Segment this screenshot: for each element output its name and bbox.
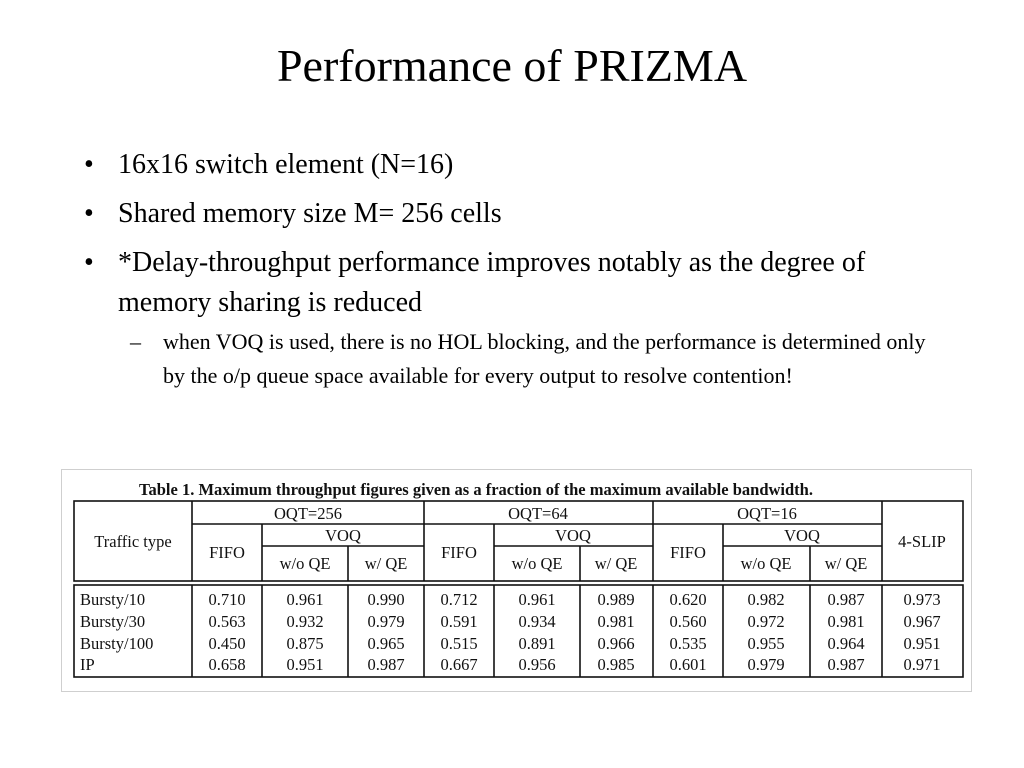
voq-header: VOQ <box>555 526 591 545</box>
table-cell: 0.989 <box>597 590 635 609</box>
table-cell: 0.979 <box>747 655 785 674</box>
table-cell: 0.982 <box>747 590 785 609</box>
traffic-type-header: Traffic type <box>94 532 172 551</box>
table-cell: 0.601 <box>669 655 707 674</box>
table-cell: 0.966 <box>597 634 635 653</box>
throughput-table-image <box>61 469 972 692</box>
fifo-header: FIFO <box>670 543 706 562</box>
table-cell: 0.710 <box>208 590 246 609</box>
wo-qe-header: w/o QE <box>740 554 792 573</box>
table-cell: 0.981 <box>827 612 865 631</box>
table-cell: 0.951 <box>903 634 941 653</box>
table-cell: 0.951 <box>286 655 324 674</box>
bullet-marker: • <box>84 149 94 180</box>
table-cell: 0.932 <box>286 612 324 631</box>
wo-qe-header: w/o QE <box>279 554 331 573</box>
table-cell: 0.658 <box>208 655 246 674</box>
table-cell: 0.973 <box>903 590 941 609</box>
table-cell: 0.965 <box>367 634 405 653</box>
table-cell: 0.990 <box>367 590 405 609</box>
table-cell: 0.967 <box>903 612 941 631</box>
w-qe-header: w/ QE <box>824 554 868 573</box>
group-header-oqt256: OQT=256 <box>274 504 342 523</box>
table-cell: 0.560 <box>669 612 707 631</box>
table-header-labels <box>94 504 946 573</box>
table-cell: 0.563 <box>208 612 246 631</box>
voq-header: VOQ <box>784 526 820 545</box>
table-cell: 0.961 <box>518 590 556 609</box>
slide-title: Performance of PRIZMA <box>276 40 748 91</box>
bullet-item <box>80 243 940 323</box>
row-label: Bursty/10 <box>80 590 146 609</box>
bullet-text: *Delay-throughput performance improves notably as the degree of memory sharing is reduced <box>118 247 866 318</box>
table-cell: 0.971 <box>903 655 941 674</box>
w-qe-header: w/ QE <box>364 554 408 573</box>
table-cell: 0.515 <box>440 634 478 653</box>
table-cell: 0.961 <box>286 590 324 609</box>
table-cell: 0.964 <box>827 634 865 653</box>
table-caption: Table 1. Maximum throughput figures given as a fraction of the maximum available bandwidth. <box>139 480 813 499</box>
w-qe-header: w/ QE <box>594 554 638 573</box>
table-cell: 0.450 <box>208 634 246 653</box>
table-cell: 0.620 <box>669 590 707 609</box>
table-cell: 0.712 <box>440 590 478 609</box>
table-cell: 0.972 <box>747 612 785 631</box>
table-cell: 0.987 <box>827 655 865 674</box>
throughput-table <box>62 470 971 691</box>
table-cell: 0.955 <box>747 634 785 653</box>
table-cell: 0.987 <box>367 655 405 674</box>
table-cell: 0.667 <box>440 655 478 674</box>
table-cell: 0.956 <box>518 655 556 674</box>
slip-header: 4-SLIP <box>898 532 946 551</box>
bullet-item <box>80 145 940 185</box>
table-cell: 0.981 <box>597 612 635 631</box>
fifo-header: FIFO <box>441 543 477 562</box>
fifo-header: FIFO <box>209 543 245 562</box>
bullet-item <box>80 194 940 234</box>
table-cell: 0.985 <box>597 655 635 674</box>
table-cell: 0.891 <box>518 634 556 653</box>
sub-bullet-item <box>80 325 940 393</box>
voq-header: VOQ <box>325 526 361 545</box>
table-cell: 0.987 <box>827 590 865 609</box>
row-label: IP <box>80 655 95 674</box>
table-body-cells <box>80 590 941 674</box>
table-cell: 0.591 <box>440 612 478 631</box>
table-cell: 0.875 <box>286 634 324 653</box>
row-label: Bursty/100 <box>80 634 154 653</box>
table-cell: 0.535 <box>669 634 707 653</box>
group-header-oqt16: OQT=16 <box>737 504 797 523</box>
sub-bullet-text: when VOQ is used, there is no HOL blocking, and the performance is determined only by the o/p queue space available for every output to resolve contention! <box>163 329 926 388</box>
bullet-text: 16x16 switch element (N=16) <box>118 149 454 180</box>
bullet-marker: • <box>84 198 94 229</box>
table-cell: 0.934 <box>518 612 556 631</box>
table-cell: 0.979 <box>367 612 405 631</box>
sub-bullet-marker: – <box>130 329 141 354</box>
bullet-text: Shared memory size M= 256 cells <box>118 198 502 229</box>
wo-qe-header: w/o QE <box>511 554 563 573</box>
group-header-oqt64: OQT=64 <box>508 504 568 523</box>
row-label: Bursty/30 <box>80 612 146 631</box>
bullet-list <box>80 145 940 393</box>
bullet-marker: • <box>84 247 94 278</box>
